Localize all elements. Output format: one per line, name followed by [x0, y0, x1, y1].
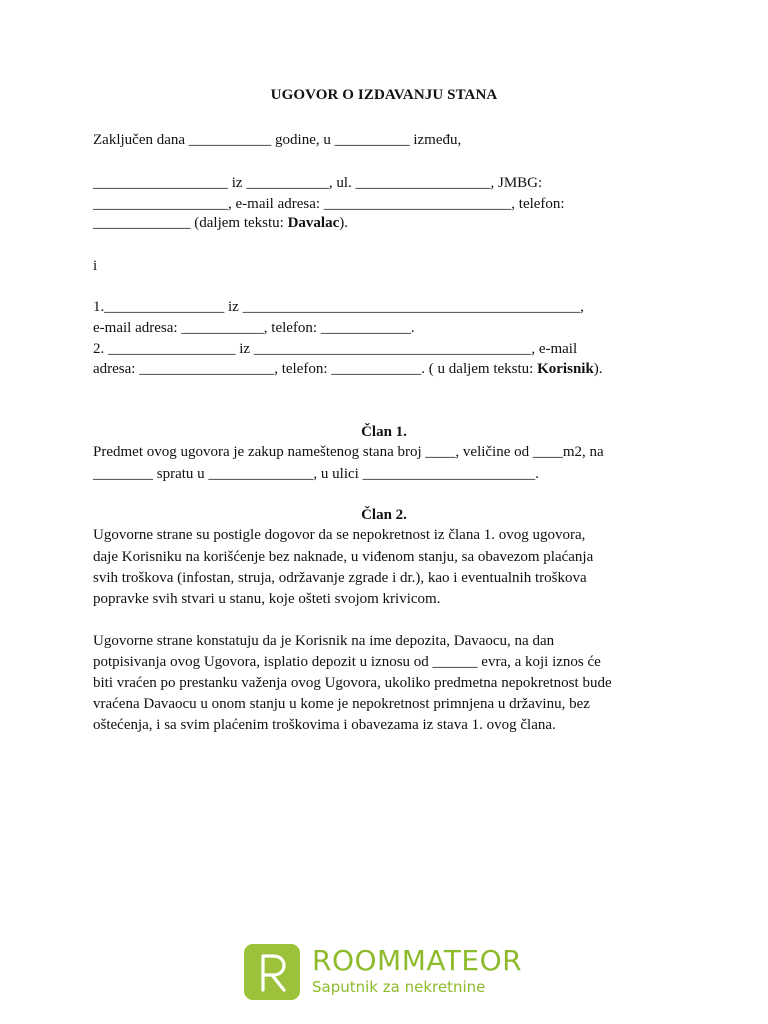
r-letter-icon: [244, 944, 300, 1000]
clan-2-p2-line-3: biti vraćen po prestanku važenja ovog Ugovora, ukoliko predmetna nepokretnost bude: [93, 675, 612, 691]
korisnik-line-4-suffix: ).: [593, 361, 603, 377]
davalac-label: Davalac: [287, 215, 340, 231]
davalac-line-3: [93, 214, 348, 232]
korisnik-line-3: 2. _________________ iz _____________________________________, e-mail: [93, 341, 578, 357]
clan-1-line-2: ________ spratu u ______________, u ulici _______________________.: [93, 466, 539, 482]
conjunction: i: [93, 258, 98, 274]
clan-1-heading: Član 1.: [361, 424, 407, 440]
korisnik-line-4: [93, 360, 603, 378]
clan-2-p2-line-1: Ugovorne strane konstatuju da je Korisnik na ime depozita, Davaocu, na dan: [93, 633, 555, 649]
clan-2-p2-line-5: oštećenja, i sa svim plaćenim troškovima i obavezama iz stava 1. ovog člana.: [93, 717, 556, 733]
korisnik-line-1: 1.________________ iz _____________________________________________,: [93, 299, 584, 315]
clan-2-p2-line-4: vraćena Davaocu u onom stanju u kome je nepokretnost primnjena u državinu, bez: [93, 696, 590, 712]
clan-2-p1-line-1: Ugovorne strane su postigle dogovor da se nepokretnost iz člana 1. ovog ugovora,: [93, 527, 586, 543]
davalac-line-3-prefix: _____________ (daljem tekstu:: [93, 215, 288, 231]
korisnik-line-4-prefix: adresa: __________________, telefon: ____________. ( u daljem tekstu:: [93, 361, 538, 377]
roommateor-logo: [244, 944, 534, 1000]
intro-line: Zaključen dana ___________ godine, u __________ između,: [93, 132, 462, 148]
logo-tagline: Saputnik za nekretnine: [312, 978, 486, 996]
davalac-line-2: __________________, e-mail adresa: _________________________, telefon:: [93, 196, 565, 212]
korisnik-line-2: e-mail adresa: ___________, telefon: ____________.: [93, 320, 415, 336]
clan-1-line-1: Predmet ovog ugovora je zakup nameštenog stana broj ____, veličine od ____m2, na: [93, 444, 604, 460]
clan-2-p1-line-2: daje Korisniku na korišćenje bez naknade, u viđenom stanju, sa obavezom plaćanja: [93, 549, 594, 565]
clan-2-p1-line-4: popravke svih stvari u stanu, koje ošteti svojom krivicom.: [93, 591, 441, 607]
r-letter-icon-svg: [244, 944, 300, 1000]
document-title: UGOVOR O IZDAVANJU STANA: [270, 87, 498, 103]
logo-name: ROOMMATEOR: [312, 944, 523, 977]
korisnik-label: Korisnik: [537, 361, 594, 377]
clan-2-p2-line-2: potpisivanja ovog Ugovora, isplatio depozit u iznosu od ______ evra, a koji iznos će: [93, 654, 601, 670]
clan-2-heading: Član 2.: [361, 507, 407, 523]
davalac-line-1: __________________ iz ___________, ul. __________________, JMBG:: [93, 175, 543, 191]
davalac-line-3-suffix: ).: [339, 215, 348, 231]
clan-2-p1-line-3: svih troškova (infostan, struja, održavanje zgrade i dr.), kao i eventualnih troškova: [93, 570, 587, 586]
